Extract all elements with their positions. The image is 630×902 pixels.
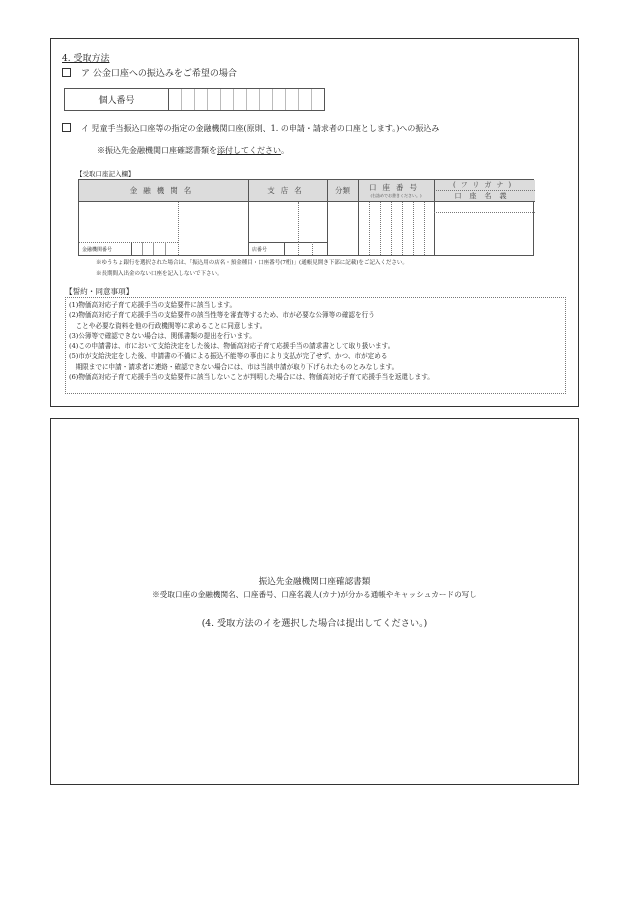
attach-note-suffix: 。 <box>281 146 289 155</box>
agreement-item: ことや必要な資料を他の行政機関等に求めることに同意します。 <box>69 321 267 330</box>
option-b-checkbox[interactable] <box>62 123 71 132</box>
attachment-title: 振込先金融機関口座確認書類 <box>258 577 371 587</box>
header-account-number-hint: (右詰めでお書きください。) <box>370 193 422 198</box>
branch-code-input[interactable] <box>285 243 327 256</box>
personal-number-label: 個人番号 <box>65 89 169 110</box>
bank-code-input[interactable] <box>132 243 178 256</box>
personal-number-digit[interactable] <box>312 89 324 110</box>
agreement-item: 期限までに申請・請求者に連絡・確認できない場合には、市は当該申請が取り下げられたものとみなします。 <box>69 362 399 371</box>
personal-number-digit[interactable] <box>247 89 260 110</box>
account-holder-name-input[interactable] <box>435 213 535 256</box>
account-table <box>78 179 534 256</box>
personal-number-digit[interactable] <box>182 89 195 110</box>
agreement-item: (1)物価高対応子育て応援手当の支給要件に該当します。 <box>69 301 237 309</box>
personal-number-digit[interactable] <box>208 89 221 110</box>
attach-note-prefix: ※振込先金融機関口座確認書類を <box>97 146 217 155</box>
personal-number-digit[interactable] <box>273 89 286 110</box>
personal-number-digit[interactable] <box>234 89 247 110</box>
header-furigana: (フリガナ) <box>434 180 535 191</box>
note-yucho: ※ゆうちょ銀行を選択された場合は、「振込用の店名・預金種目・口座番号(7桁)」(通帳見開き下部に記載)をご記入ください。 <box>96 260 408 266</box>
receipt-method-section <box>50 38 579 407</box>
option-a-checkbox[interactable] <box>62 68 71 77</box>
account-section-title: 【受取口座記入欄】 <box>76 170 135 178</box>
attach-note <box>97 145 289 156</box>
agreement-item: (3)公簿等で確認できない場合は、関係書類の提出を行います。 <box>69 331 256 340</box>
option-a-row <box>62 66 237 79</box>
note-dormant-account: ※長期間入出金のない口座を記入しないで下さい。 <box>96 271 223 277</box>
personal-number-digit[interactable] <box>195 89 208 110</box>
personal-number-digit[interactable] <box>260 89 273 110</box>
header-type: 分類 <box>327 180 358 202</box>
personal-number-field <box>64 88 325 111</box>
personal-number-digit[interactable] <box>299 89 312 110</box>
header-account-holder: 口座名義 <box>434 191 535 202</box>
account-type-input[interactable] <box>328 202 358 256</box>
agreement-box <box>65 297 566 394</box>
attachment-description: ※受取口座の金融機関名、口座番号、口座名義人(カナ)が分かる通帳やキャッシュカードの写し <box>152 590 477 599</box>
divider <box>178 202 179 255</box>
account-number-input[interactable] <box>359 202 434 256</box>
agreement-item: (5)市が支給決定をした後、申請書の不備による振込不能等の事由により支払が完了せず、かつ、市が定める <box>69 352 388 361</box>
attachment-area[interactable] <box>50 418 579 785</box>
header-account-number <box>358 180 434 202</box>
bank-code-label: 金融機関番号 <box>82 247 113 253</box>
option-a-label: 公金口座への振込みをご希望の場合 <box>92 69 237 79</box>
personal-number-digit[interactable] <box>286 89 299 110</box>
option-b-row <box>62 123 439 134</box>
branch-name-input[interactable] <box>249 202 327 242</box>
agreement-item: (6)物価高対応子育て応援手当の支給要件に該当しないことが判明した場合には、物価高対応子育て応援手当を返還します。 <box>69 373 434 382</box>
option-b-marker: イ <box>81 124 89 133</box>
section-heading: 4. 受取方法 <box>62 54 110 64</box>
personal-number-digit[interactable] <box>169 89 182 110</box>
header-account-number-label: 口座番号 <box>369 183 423 192</box>
branch-code-label: 店番号 <box>252 247 268 253</box>
attach-note-emphasis: 添付してください <box>217 146 281 155</box>
attachment-instruction: (4. 受取方法のイを選択した場合は提出してください。) <box>201 618 428 629</box>
agreement-title: 【誓約・同意事項】 <box>65 287 134 296</box>
account-holder-furigana-input[interactable] <box>435 202 535 212</box>
header-bank-name: 金融機関名 <box>79 180 248 202</box>
option-b-label: 児童手当振込口座等の指定の金融機関口座(原則、1. の申請・請求者の口座とします。)への振込み <box>91 124 440 133</box>
agreement-item: (2)物価高対応子育て応援手当の支給要件の該当性等を審査等するため、市が必要な公簿等の確認を行う <box>69 311 375 320</box>
agreement-item: (4)この申請書は、市において支給決定をした後は、物価高対応子育て応援手当の請求書として取り扱います。 <box>69 342 395 351</box>
option-a-marker: ア <box>81 69 91 79</box>
personal-number-digit[interactable] <box>221 89 234 110</box>
header-branch-name: 支店名 <box>248 180 327 202</box>
bank-name-input[interactable] <box>79 202 178 242</box>
